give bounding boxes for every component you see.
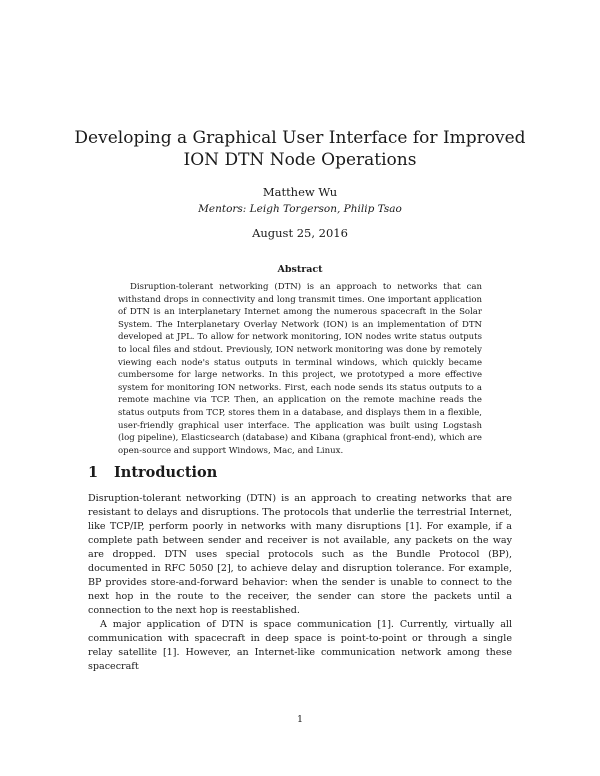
section-number: 1 (88, 464, 99, 481)
abstract-text: Disruption-tolerant networking (DTN) is an approach to networks that can withstand drops in connectivity and long transmit times. One important application of DTN is an interplanetary Internet among the numerous spacecraft in the Solar System. The Interplanetary Overlay Network (ION) is an implementation of DTN developed at JPL. To allow for network monitoring, ION nodes write status outputs to local files and stdout. Previously, ION network monitoring was done by remotely viewing each node's status outputs in terminal windows, which quickly became cumbersome for large networks. In this project, we prototyped a more effective system for monitoring ION networks. First, each node sends its status outputs to a remote machine via TCP. Then, an application on the remote machine reads the status outputs from TCP, stores them in a database, and displays them in a flexible, user-friendly graphical user interface. The application was built using Logstash (log pipeline), Elasticsearch (database) and Kibana (graphical front-end), which are open-source and support Windows, Mac, and Linux. (118, 282, 482, 456)
author-name: Matthew Wu (262, 185, 338, 199)
paper-date: August 25, 2016 (252, 226, 348, 240)
abstract-heading: Abstract (277, 264, 323, 275)
body-paragraph: Disruption-tolerant networking (DTN) is an approach to creating networks that are resistant to delays and disruptions. The protocols that underlie the terrestrial Internet, like TCP/IP, perform poorly in networks with many disruptions [1]. For example, if a complete path between sender and receiver is not available, any packets on the way are dropped. DTN uses special protocols such as the Bundle Protocol (BP), documented in RFC 5050 [2], to achieve delay and disruption tolerance. For example, BP provides store-and-forward behavior: when the sender is unable to connect to the next hop in the route to the receiver, the sender can store the packets until a connection to the next hop is reestablished. (88, 493, 512, 616)
page-number: 1 (296, 714, 304, 725)
section-heading (88, 464, 217, 481)
section-title: Introduction (114, 464, 218, 481)
section-body (88, 492, 512, 674)
body-paragraph: A major application of DTN is space communication [1]. Currently, virtually all communication with spacecraft in deep space is point-to-point or through a single relay satellite [1]. However, an Internet-like communication network among these spacecraft (88, 619, 512, 672)
mentors-line: Mentors: Leigh Torgerson, Philip Tsao (198, 203, 402, 215)
paper-title: Developing a Graphical User Interface for Improved ION DTN Node Operations (74, 128, 526, 170)
